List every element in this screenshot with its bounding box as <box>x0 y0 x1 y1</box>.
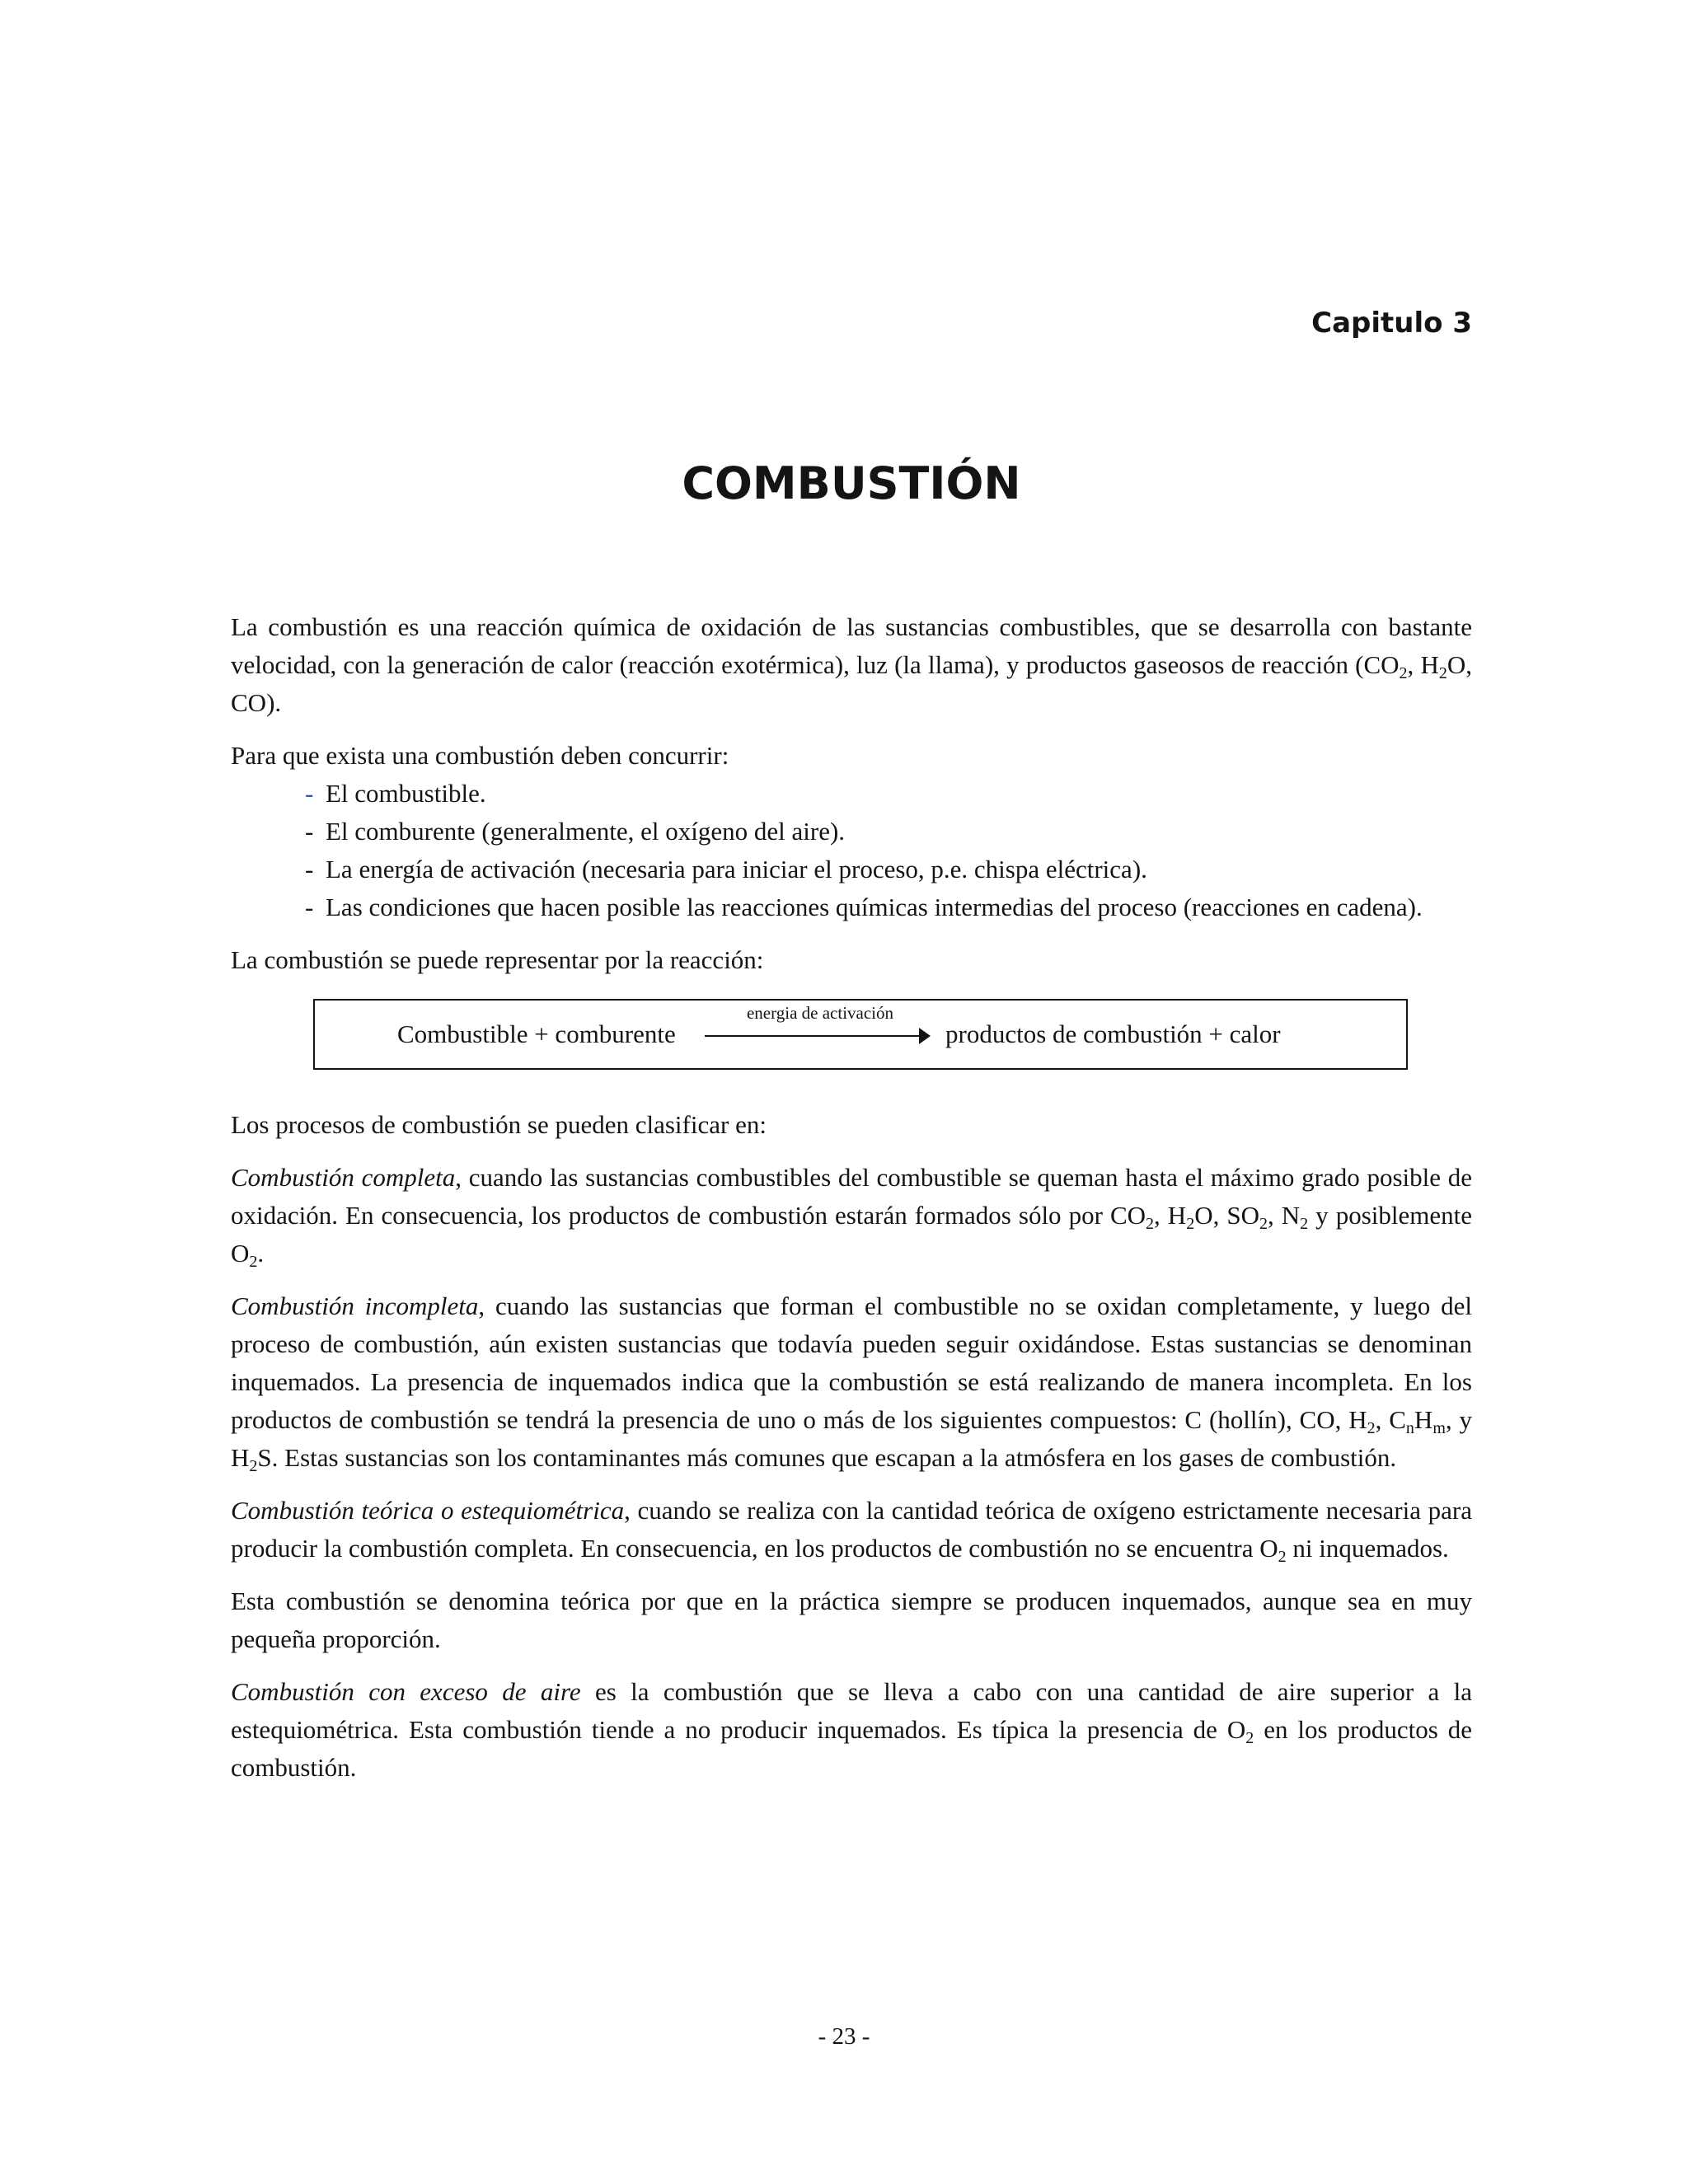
arrow-label: energia de activación <box>746 1003 894 1023</box>
reaction-equation-box <box>313 999 1408 1070</box>
dash-marker: - <box>305 893 314 921</box>
term-excess-air: Combustión con exceso de aire <box>231 1677 581 1706</box>
classification-lead: Los procesos de combustión se pueden clasificar en: <box>231 1110 767 1139</box>
list-item: - Las condiciones que hacen posible las reacciones químicas intermedias del proceso (reacciones en cadena). <box>231 888 1472 926</box>
document-body <box>231 608 1472 1802</box>
term-incomplete: Combustión incompleta <box>231 1291 479 1320</box>
equation-products: productos de combustión + calor <box>945 1019 1281 1048</box>
page-number: - 23 - <box>818 2023 870 2050</box>
reaction-arrow-icon <box>705 1035 924 1037</box>
dash-marker: - <box>305 817 314 846</box>
dash-marker: - <box>305 855 314 883</box>
list-item: - La energía de activación (necesaria para iniciar el proceso, p.e. chispa eléctrica). <box>231 851 1472 888</box>
chapter-label: Capitulo 3 <box>1311 307 1472 340</box>
conditions-list <box>231 775 1472 926</box>
complete-combustion-paragraph: Combustión completa, cuando las sustancias combustibles del combustible se queman hasta el máximo grado posible de oxidación. En consecuencia, los productos de combustión estarán formados sólo por $CO_2$, $H_2O$, $SO_2$, $N_2$ y posiblemente $O_2$. <box>231 1163 1473 1271</box>
term-theoretical: Combustión teórica o estequiométrica <box>231 1496 625 1525</box>
equation-reactants: Combustible + comburente <box>397 1019 676 1048</box>
intro-paragraph: La combustión es una reacción química de oxidación de las sustancias combustibles, que se desarrolla con bastante velocidad, con la generación de calor (reacción exotérmica), luz (la llama), y productos gaseosos de reacción ($CO_2$, $H_2O$, CO). <box>231 612 1473 717</box>
theoretical-note-paragraph: Esta combustión se denomina teórica por que en la práctica siempre se producen inquemados, aunque sea en muy pequeña proporción. <box>231 1586 1472 1653</box>
list-item: - El comburente (generalmente, el oxígeno del aire). <box>231 813 1472 851</box>
term-complete: Combustión completa <box>231 1163 456 1192</box>
list-item: - El combustible. <box>231 775 1472 813</box>
incomplete-combustion-paragraph: Combustión incompleta, cuando las sustancias que forman el combustible no se oxidan completamente, y luego del proceso de combustión, aún existen sustancias que todavía pueden seguir oxidándose. Estas sustancias se denominan inquemados. La presencia de inquemados indica que la combustión se está realizando de manera incompleta. En los productos de combustión se tendrá la presencia de uno o más de los siguientes compuestos: C (hollín), CO, $H_2$, $C_nH_m$, y $H_2S$. Estas sustancias son los contaminantes más comunes que escapan a la atmósfera en los gases de combustión. <box>231 1291 1472 1475</box>
arrow-head-icon <box>919 1028 931 1044</box>
excess-air-paragraph: Combustión con exceso de aire es la combustión que se lleva a cabo con una cantidad de aire superior a la estequiométrica. Esta combustión tiende a no producir inquemados. Es típica la presencia de $O_2$ en los productos de combustión. <box>231 1677 1472 1782</box>
dash-marker: - <box>305 779 314 808</box>
page-title: COMBUSTIÓN <box>682 457 1021 509</box>
conditions-lead: Para que exista una combustión deben concurrir: <box>231 741 729 770</box>
theoretical-combustion-paragraph: Combustión teórica o estequiométrica, cuando se realiza con la cantidad teórica de oxígeno estrictamente necesaria para producir la combustión completa. En consecuencia, en los productos de combustión no se encuentra $O_2$ ni inquemados. <box>231 1496 1473 1566</box>
reaction-lead: La combustión se puede representar por la reacción: <box>231 945 764 974</box>
